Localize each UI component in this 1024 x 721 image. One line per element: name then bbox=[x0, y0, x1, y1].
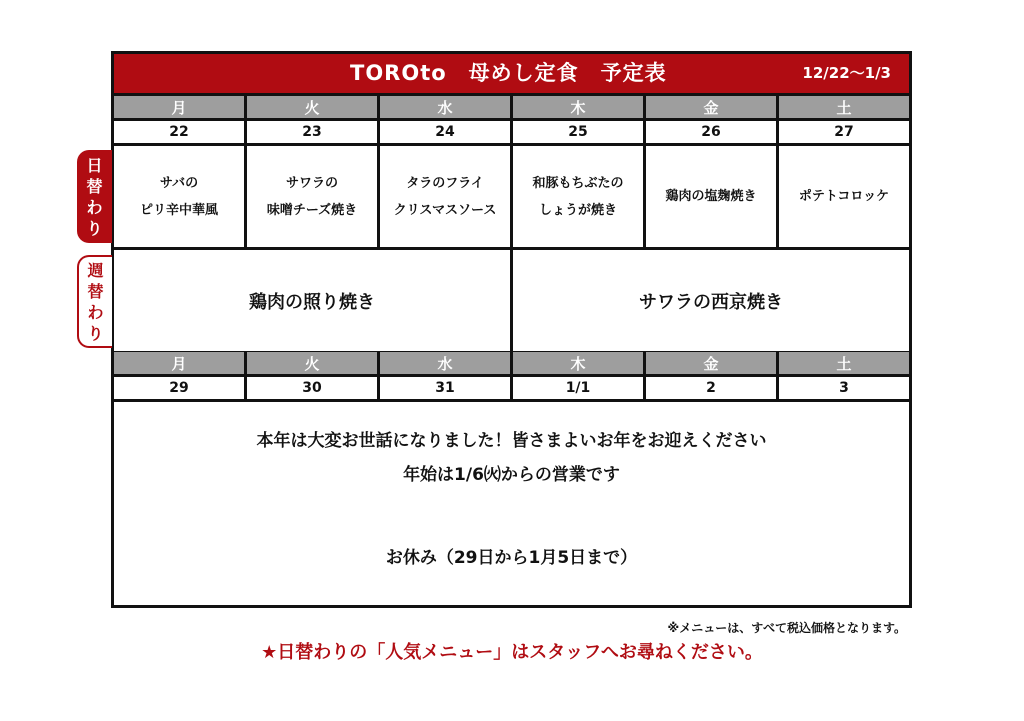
menu-line: ポテトコロッケ bbox=[798, 189, 890, 204]
daily-menu-row bbox=[114, 146, 909, 250]
popular-menu-note: ★日替わりの「人気メニュー」はスタッフへお尋ねください。 bbox=[261, 642, 763, 663]
weekly-menu-cell: 鶏肉の照り焼き bbox=[114, 250, 513, 351]
menu-line: サバの bbox=[159, 175, 199, 191]
date-cell: 29 bbox=[114, 377, 247, 399]
date-cell: 24 bbox=[380, 121, 513, 143]
tab-char: り bbox=[87, 323, 104, 343]
tab-char: 替 bbox=[86, 176, 103, 196]
date-cell: 26 bbox=[646, 121, 779, 143]
date-cell: 31 bbox=[380, 377, 513, 399]
menu-schedule-table bbox=[111, 51, 912, 608]
week2-date-row bbox=[114, 377, 909, 402]
daily-menu-cell bbox=[779, 146, 909, 247]
date-cell: 2 bbox=[646, 377, 779, 399]
week1-date-row bbox=[114, 121, 909, 146]
daily-menu-cell bbox=[247, 146, 380, 247]
menu-line: しょうが焼き bbox=[538, 202, 617, 218]
notice-line: お休み（29日から1月5日まで） bbox=[385, 548, 638, 568]
day-cell: 金 bbox=[646, 96, 779, 118]
date-cell: 22 bbox=[114, 121, 247, 143]
daily-menu-cell bbox=[380, 146, 513, 247]
day-cell: 月 bbox=[114, 352, 247, 374]
day-cell: 火 bbox=[247, 352, 380, 374]
date-cell: 3 bbox=[839, 380, 849, 396]
day-cell: 月 bbox=[114, 96, 247, 118]
weekly-menu-label bbox=[77, 255, 112, 348]
title-bar bbox=[114, 54, 909, 96]
menu-line: サワラの bbox=[285, 175, 338, 191]
date-cell: 30 bbox=[247, 377, 380, 399]
page-title: TOROto 母めし定食 予定表 bbox=[350, 61, 667, 85]
date-cell: 27 bbox=[834, 124, 854, 140]
week2-day-row bbox=[114, 352, 909, 377]
menu-line: クリスマスソース bbox=[393, 202, 497, 218]
day-cell: 土 bbox=[836, 98, 852, 117]
tab-char: 週 bbox=[87, 260, 104, 280]
date-cell: 1/1 bbox=[513, 377, 646, 399]
day-cell: 水 bbox=[380, 352, 513, 374]
day-cell: 土 bbox=[836, 354, 852, 373]
weekly-menu-row bbox=[114, 250, 909, 354]
weekly-menu-cell: サワラの西京焼き bbox=[639, 291, 783, 313]
day-cell: 木 bbox=[513, 96, 646, 118]
daily-menu-cell bbox=[114, 146, 247, 247]
tab-char: わ bbox=[86, 197, 103, 217]
menu-line: 和豚もちぶたの bbox=[532, 175, 624, 191]
day-cell: 水 bbox=[380, 96, 513, 118]
day-cell: 木 bbox=[513, 352, 646, 374]
week1-day-row bbox=[114, 96, 909, 121]
tab-char: 日 bbox=[86, 155, 103, 175]
date-range: 12/22〜1/3 bbox=[802, 64, 891, 82]
menu-line: 味噌チーズ焼き bbox=[266, 202, 358, 218]
tab-char: 替 bbox=[87, 281, 104, 301]
menu-line: 鶏肉の塩麹焼き bbox=[665, 189, 757, 204]
date-cell: 25 bbox=[513, 121, 646, 143]
menu-line: タラのフライ bbox=[406, 175, 484, 191]
day-cell: 金 bbox=[646, 352, 779, 374]
menu-line: ピリ辛中華風 bbox=[139, 202, 218, 218]
daily-menu-label bbox=[77, 150, 112, 243]
holiday-notice bbox=[114, 402, 909, 605]
tab-char: わ bbox=[87, 302, 104, 322]
notice-line: 年始は1/6㈫からの営業です bbox=[403, 465, 620, 485]
daily-menu-cell bbox=[513, 146, 646, 247]
date-cell: 23 bbox=[247, 121, 380, 143]
tax-footnote: ※メニューは、すべて税込価格となります。 bbox=[667, 621, 906, 635]
daily-menu-cell bbox=[646, 146, 779, 247]
day-cell: 火 bbox=[247, 96, 380, 118]
notice-line: 本年は大変お世話になりました！皆さまよいお年をお迎えください bbox=[256, 431, 767, 451]
tab-char: り bbox=[86, 218, 103, 238]
